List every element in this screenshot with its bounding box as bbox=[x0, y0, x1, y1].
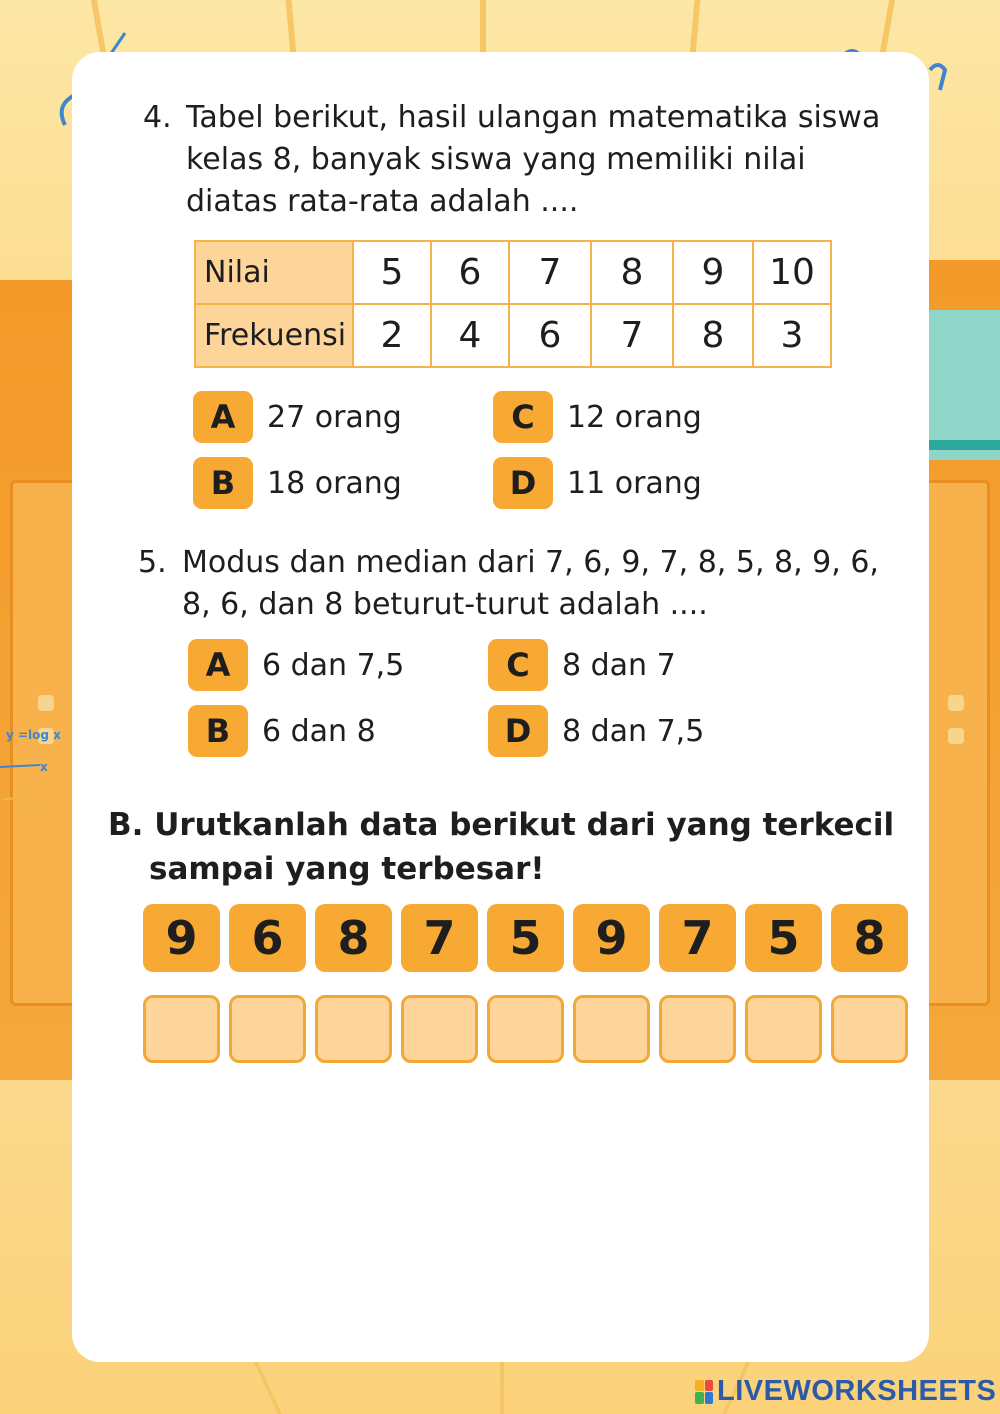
answer-slots bbox=[143, 995, 908, 1063]
question-line: diatas rata-rata adalah .... bbox=[186, 184, 579, 219]
section-b-instruction bbox=[108, 803, 894, 891]
liveworksheets-watermark[interactable] bbox=[695, 1375, 996, 1408]
number-tile[interactable]: 9 bbox=[573, 904, 650, 972]
locker-knob bbox=[38, 695, 54, 711]
watermark-text: LIVEWORKSHEETS bbox=[717, 1375, 997, 1407]
option-text: 6 dan 8 bbox=[262, 713, 376, 749]
option-letter[interactable]: D bbox=[488, 705, 548, 757]
table-cell: 6 bbox=[431, 241, 509, 304]
option-letter[interactable]: C bbox=[488, 639, 548, 691]
teal-panel bbox=[920, 310, 1000, 460]
option-text: 27 orang bbox=[267, 399, 402, 435]
answer-slot[interactable] bbox=[229, 995, 306, 1063]
option-letter[interactable]: A bbox=[188, 639, 248, 691]
option-text: 18 orang bbox=[267, 465, 402, 501]
question-line: kelas 8, banyak siswa yang memiliki nilai bbox=[186, 142, 806, 177]
option-d[interactable] bbox=[493, 457, 702, 509]
number-tiles bbox=[143, 904, 908, 972]
option-letter[interactable]: B bbox=[193, 457, 253, 509]
table-cell: 7 bbox=[591, 304, 673, 367]
option-letter[interactable]: C bbox=[493, 391, 553, 443]
locker-knob bbox=[948, 728, 964, 744]
table-cell: 9 bbox=[673, 241, 753, 304]
option-text: 6 dan 7,5 bbox=[262, 647, 405, 683]
answer-slot[interactable] bbox=[831, 995, 908, 1063]
question-text bbox=[182, 542, 879, 626]
option-a[interactable] bbox=[193, 391, 402, 443]
answer-slot[interactable] bbox=[487, 995, 564, 1063]
option-c[interactable] bbox=[488, 639, 676, 691]
answer-slot[interactable] bbox=[573, 995, 650, 1063]
table-cell: 2 bbox=[353, 304, 431, 367]
answer-slot[interactable] bbox=[143, 995, 220, 1063]
question-text bbox=[186, 97, 880, 223]
table-cell: 4 bbox=[431, 304, 509, 367]
number-tile[interactable]: 5 bbox=[487, 904, 564, 972]
liveworksheets-logo-icon bbox=[695, 1380, 713, 1404]
math-doodle-label: y =log x bbox=[6, 728, 61, 742]
table-row-frekuensi bbox=[195, 304, 831, 367]
question-4 bbox=[143, 97, 903, 227]
table-cell: 8 bbox=[591, 241, 673, 304]
table-row-nilai bbox=[195, 241, 831, 304]
row-header: Frekuensi bbox=[195, 304, 353, 367]
teal-stripe bbox=[920, 440, 1000, 450]
question-line: 8, 6, dan 8 beturut-turut adalah .... bbox=[182, 587, 708, 622]
locker-knob bbox=[948, 695, 964, 711]
option-letter[interactable]: B bbox=[188, 705, 248, 757]
option-a[interactable] bbox=[188, 639, 404, 691]
option-text: 8 dan 7 bbox=[562, 647, 676, 683]
number-tile[interactable]: 9 bbox=[143, 904, 220, 972]
table-cell: 3 bbox=[753, 304, 831, 367]
number-tile[interactable]: 5 bbox=[745, 904, 822, 972]
option-text: 11 orang bbox=[567, 465, 702, 501]
question-line: Modus dan median dari 7, 6, 9, 7, 8, 5, 8, 9, 6, bbox=[182, 545, 879, 580]
option-letter[interactable]: A bbox=[193, 391, 253, 443]
question-line: Tabel berikut, hasil ulangan matematika siswa bbox=[186, 100, 881, 135]
instruction-line: B. Urutkanlah data berikut dari yang terkecil bbox=[108, 807, 895, 843]
instruction-line: sampai yang terbesar! bbox=[149, 851, 545, 887]
answer-slot[interactable] bbox=[659, 995, 736, 1063]
question-number: 4. bbox=[143, 100, 172, 135]
question-number: 5. bbox=[138, 545, 167, 580]
answer-slot[interactable] bbox=[401, 995, 478, 1063]
number-tile[interactable]: 8 bbox=[831, 904, 908, 972]
number-tile[interactable]: 7 bbox=[401, 904, 478, 972]
option-c[interactable] bbox=[493, 391, 702, 443]
option-d[interactable] bbox=[488, 705, 704, 757]
question-5 bbox=[138, 542, 908, 632]
table-cell: 8 bbox=[673, 304, 753, 367]
option-b[interactable] bbox=[193, 457, 402, 509]
table-cell: 5 bbox=[353, 241, 431, 304]
number-tile[interactable]: 7 bbox=[659, 904, 736, 972]
option-b[interactable] bbox=[188, 705, 376, 757]
option-text: 8 dan 7,5 bbox=[562, 713, 705, 749]
math-doodle-axis: x bbox=[40, 760, 48, 774]
table-cell: 7 bbox=[509, 241, 591, 304]
answer-slot[interactable] bbox=[315, 995, 392, 1063]
table-cell: 6 bbox=[509, 304, 591, 367]
option-text: 12 orang bbox=[567, 399, 702, 435]
row-header: Nilai bbox=[195, 241, 353, 304]
answer-slot[interactable] bbox=[745, 995, 822, 1063]
number-tile[interactable]: 6 bbox=[229, 904, 306, 972]
arrow-doodle-icon bbox=[0, 755, 50, 815]
table-cell: 10 bbox=[753, 241, 831, 304]
number-tile[interactable]: 8 bbox=[315, 904, 392, 972]
option-letter[interactable]: D bbox=[493, 457, 553, 509]
frequency-table bbox=[194, 240, 832, 368]
